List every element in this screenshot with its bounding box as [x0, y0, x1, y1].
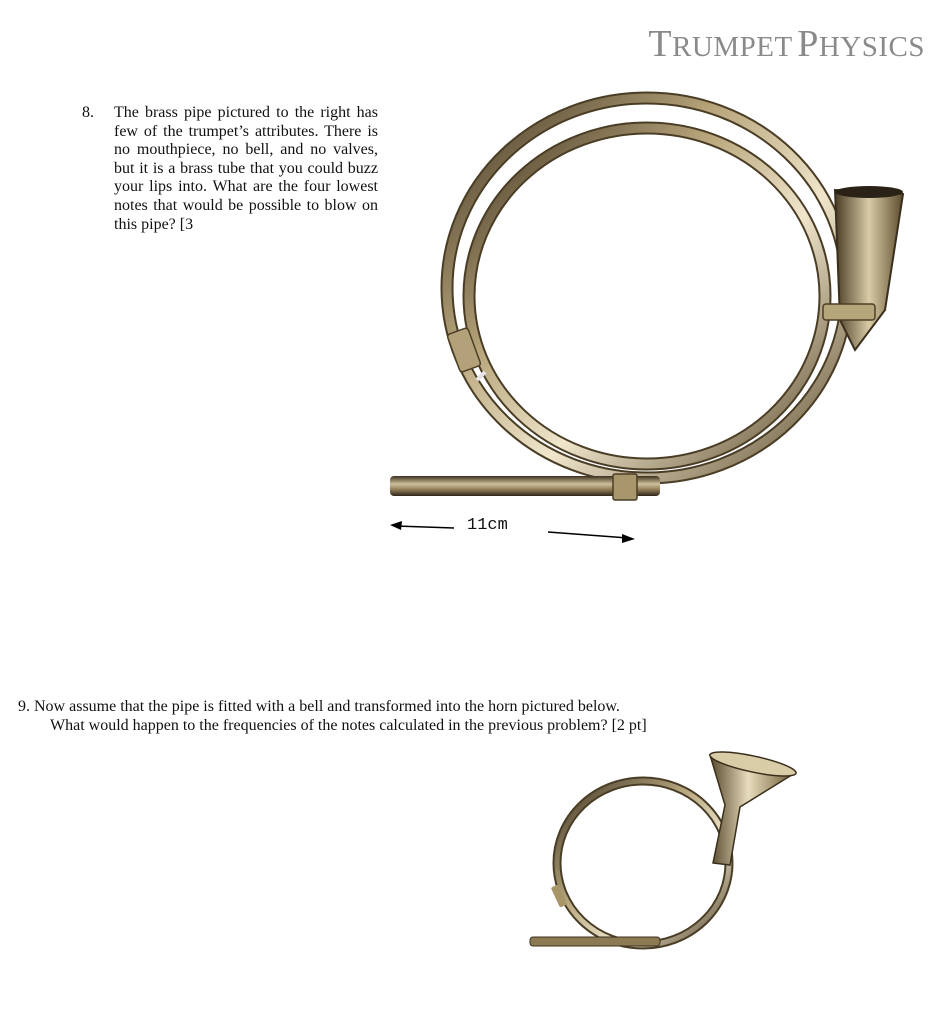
measure-left-line	[396, 526, 454, 528]
measurement-arrows	[388, 512, 648, 552]
question-9-line2: What would happen to the frequencies of the notes calculated in the previous problem? [2 pt]	[50, 717, 647, 734]
question-8	[82, 104, 378, 234]
question-8-text: The brass pipe pictured to the right has few of the trumpet’s attributes. There is no mouthpiece, no bell, and no valves, but it is a brass tube that you could buzz your lips into. What are the four lowest notes that would be possible to blow on this pipe? [3	[114, 104, 378, 233]
page-header-title: TRUMPET PHYSICS	[648, 23, 925, 65]
brass-pipe-image	[385, 90, 915, 520]
measure-right-line	[548, 532, 628, 538]
question-8-number: 8.	[82, 104, 94, 121]
measurement-label: 11cm	[467, 516, 508, 535]
arrow-left-icon	[390, 521, 402, 530]
horn-with-bell-image	[525, 745, 805, 960]
question-9-line1: 9. Now assume that the pipe is fitted with a bell and transformed into the horn pictured below.	[18, 698, 620, 715]
question-9	[18, 697, 918, 735]
arrow-right-icon	[622, 534, 635, 543]
